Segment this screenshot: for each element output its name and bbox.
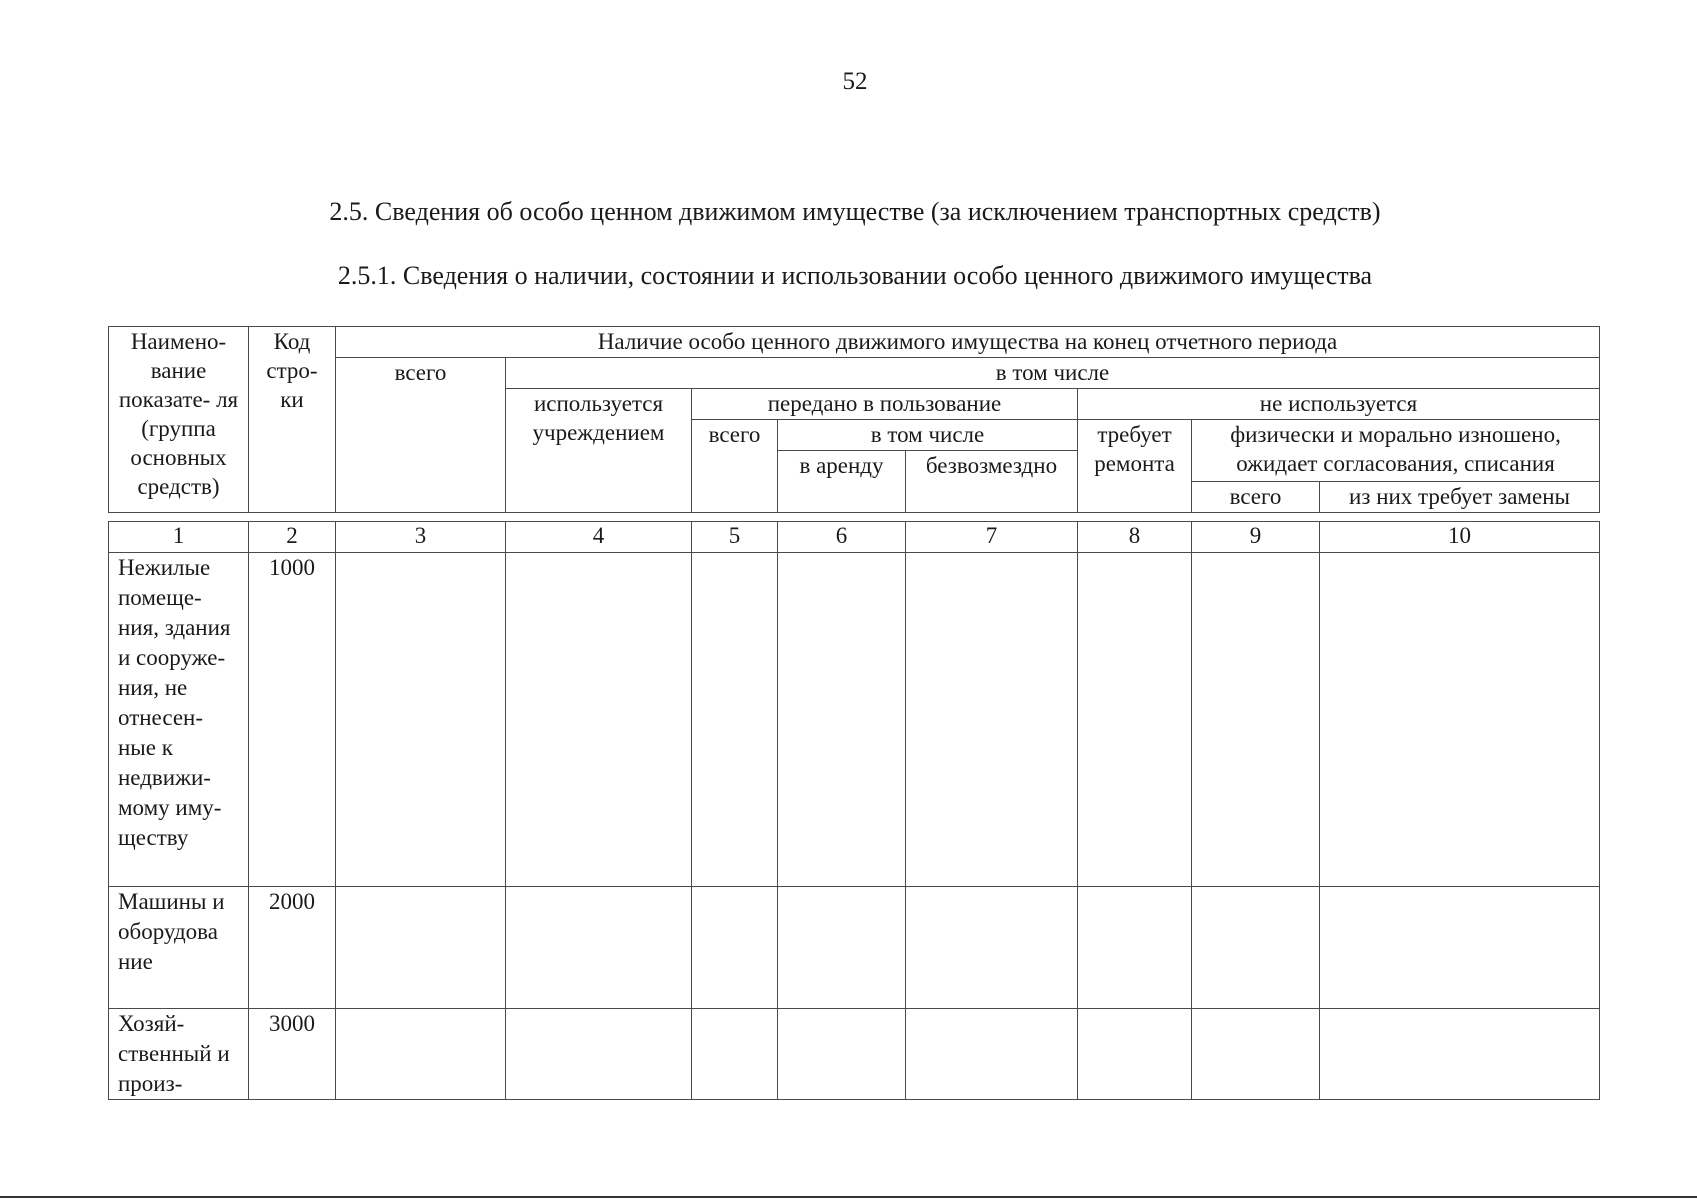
- row-code: 2000: [249, 887, 336, 1009]
- header-free-of-charge: безвозмездно: [906, 451, 1078, 513]
- table-cell: [336, 553, 506, 887]
- table-cell: [906, 1009, 1078, 1100]
- table-cell: [692, 887, 778, 1009]
- table-row: [109, 887, 1600, 1009]
- header-worn-total: всего: [1192, 482, 1320, 513]
- row-name: Хозяй- ственный и произ-: [109, 1009, 249, 1100]
- header-used-by-institution: используется учреждением: [506, 389, 692, 513]
- row-name: Машины и оборудова ние: [109, 887, 249, 1009]
- table-header: [108, 326, 1600, 513]
- column-number: 5: [692, 522, 778, 553]
- header-total: всего: [336, 358, 506, 513]
- column-number: 10: [1320, 522, 1600, 553]
- page-bottom-edge: [0, 1196, 1697, 1198]
- header-name-column: Наимено- вание показате- ля (группа основных средств): [109, 327, 249, 513]
- column-number: 7: [906, 522, 1078, 553]
- table-cell: [1320, 887, 1600, 1009]
- table-cell: [506, 553, 692, 887]
- header-availability: Наличие особо ценного движимого имущества на конец отчетного периода: [336, 327, 1600, 358]
- header-needs-repair: требует ремонта: [1078, 420, 1192, 513]
- table-cell: [906, 887, 1078, 1009]
- header-rent: в аренду: [778, 451, 906, 513]
- table-cell: [1078, 553, 1192, 887]
- column-number: 8: [1078, 522, 1192, 553]
- table-cell: [778, 553, 906, 887]
- row-code: 3000: [249, 1009, 336, 1100]
- row-code: 1000: [249, 553, 336, 887]
- table-row: [109, 553, 1600, 887]
- column-number: 9: [1192, 522, 1320, 553]
- table-row: [109, 1009, 1600, 1100]
- table-cell: [336, 887, 506, 1009]
- column-number: 6: [778, 522, 906, 553]
- header-transferred-total: всего: [692, 420, 778, 513]
- table-cell: [692, 553, 778, 887]
- row-name: Нежилые помеще- ния, здания и сооруже- ния, не отнесен- ные к недвижи- мому иму- ществу: [109, 553, 249, 887]
- header-needs-replacement: из них требует замены: [1320, 482, 1600, 513]
- table-cell: [906, 553, 1078, 887]
- table-cell: [1078, 1009, 1192, 1100]
- column-number: 2: [249, 522, 336, 553]
- table-cell: [1192, 1009, 1320, 1100]
- table-cell: [506, 1009, 692, 1100]
- table-cell: [1078, 887, 1192, 1009]
- header-transferred: передано в пользование: [692, 389, 1078, 420]
- column-number: 1: [109, 522, 249, 553]
- table-cell: [1320, 553, 1600, 887]
- subsection-title: 2.5.1. Сведения о наличии, состоянии и использовании особо ценного движимого имущества: [337, 261, 1373, 290]
- table-cell: [506, 887, 692, 1009]
- header-code-column: Код стро- ки: [249, 327, 336, 513]
- header-not-used: не используется: [1078, 389, 1600, 420]
- header-worn-out: физически и морально изношено, ожидает согласования, списания: [1192, 420, 1600, 482]
- table-cell: [336, 1009, 506, 1100]
- table-cell: [778, 887, 906, 1009]
- header-including: в том числе: [506, 358, 1600, 389]
- page-number: 52: [842, 68, 868, 95]
- table-cell: [1192, 553, 1320, 887]
- column-number: 3: [336, 522, 506, 553]
- column-number-row: [109, 522, 1600, 553]
- column-number: 4: [506, 522, 692, 553]
- table-cell: [778, 1009, 906, 1100]
- table-cell: [1320, 1009, 1600, 1100]
- table-cell: [1192, 887, 1320, 1009]
- header-transferred-including: в том числе: [778, 420, 1078, 451]
- section-title: 2.5. Сведения об особо ценном движимом имуществе (за исключением транспортных средств): [329, 197, 1381, 226]
- table-cell: [692, 1009, 778, 1100]
- table-body: [108, 521, 1600, 1100]
